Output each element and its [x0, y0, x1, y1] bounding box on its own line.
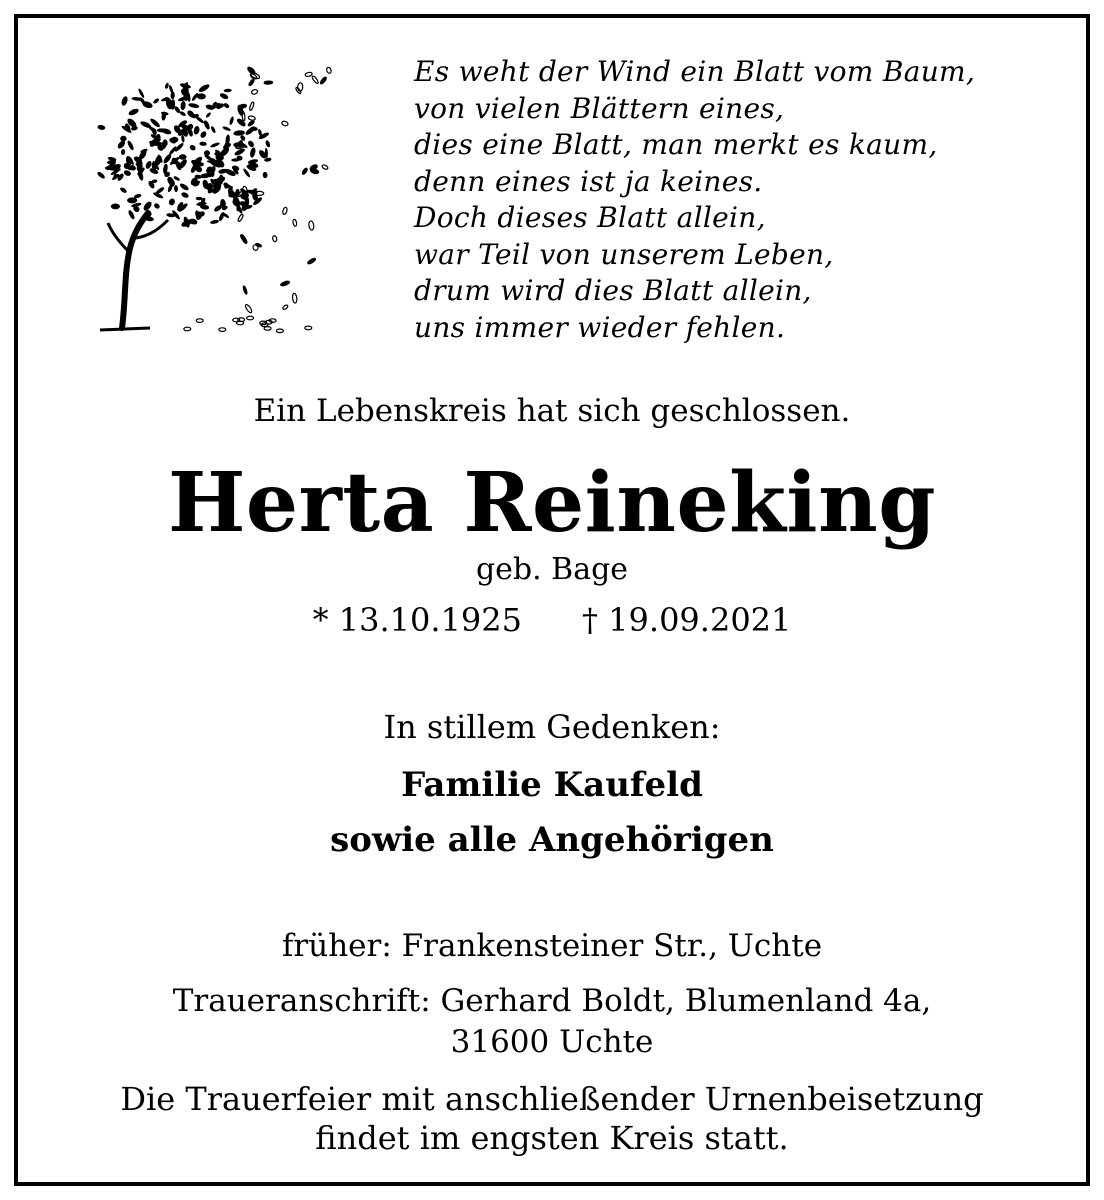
family-name: Familie Kaufeld — [401, 765, 703, 805]
birth-date: * 13.10.1925 — [312, 601, 522, 639]
poem-line: denn eines ist ja keines. — [414, 164, 763, 198]
poem-line: drum wird dies Blatt allein, — [414, 274, 812, 307]
poem-line: war Teil von unserem Leben, — [414, 237, 834, 271]
poem-line: Es weht der Wind ein Blatt vom Baum, — [414, 55, 976, 88]
life-dates — [0, 601, 1104, 639]
death-date: † 19.09.2021 — [582, 601, 792, 639]
poem-line: von vielen Blättern eines, — [414, 91, 785, 125]
poem — [414, 54, 975, 346]
service-note-line2: findet im engsten Kreis statt. — [315, 1119, 789, 1157]
mourning-address-line2: 31600 Uchte — [450, 1024, 654, 1060]
intro-text: Ein Lebenskreis hat sich geschlossen. — [253, 393, 851, 429]
poem-line: Doch dieses Blatt allein, — [414, 201, 766, 234]
poem-line: dies eine Blatt, man merkt es kaum, — [414, 128, 938, 161]
birth-name: geb. Bage — [475, 552, 629, 587]
deceased-name: Herta Reineking — [167, 455, 937, 551]
service-note-line1: Die Trauerfeier mit anschließender Urnenbeisetzung — [120, 1080, 984, 1118]
poem-line: uns immer wieder fehlen. — [414, 310, 786, 344]
windblown-tree-icon — [60, 48, 340, 348]
mourning-address-line1: Traueranschrift: Gerhard Boldt, Blumenland 4a, — [172, 983, 932, 1019]
relatives-line: sowie alle Angehörigen — [330, 820, 774, 860]
memorial-phrase: In stillem Gedenken: — [383, 708, 721, 746]
former-address: früher: Frankensteiner Str., Uchte — [281, 928, 823, 964]
